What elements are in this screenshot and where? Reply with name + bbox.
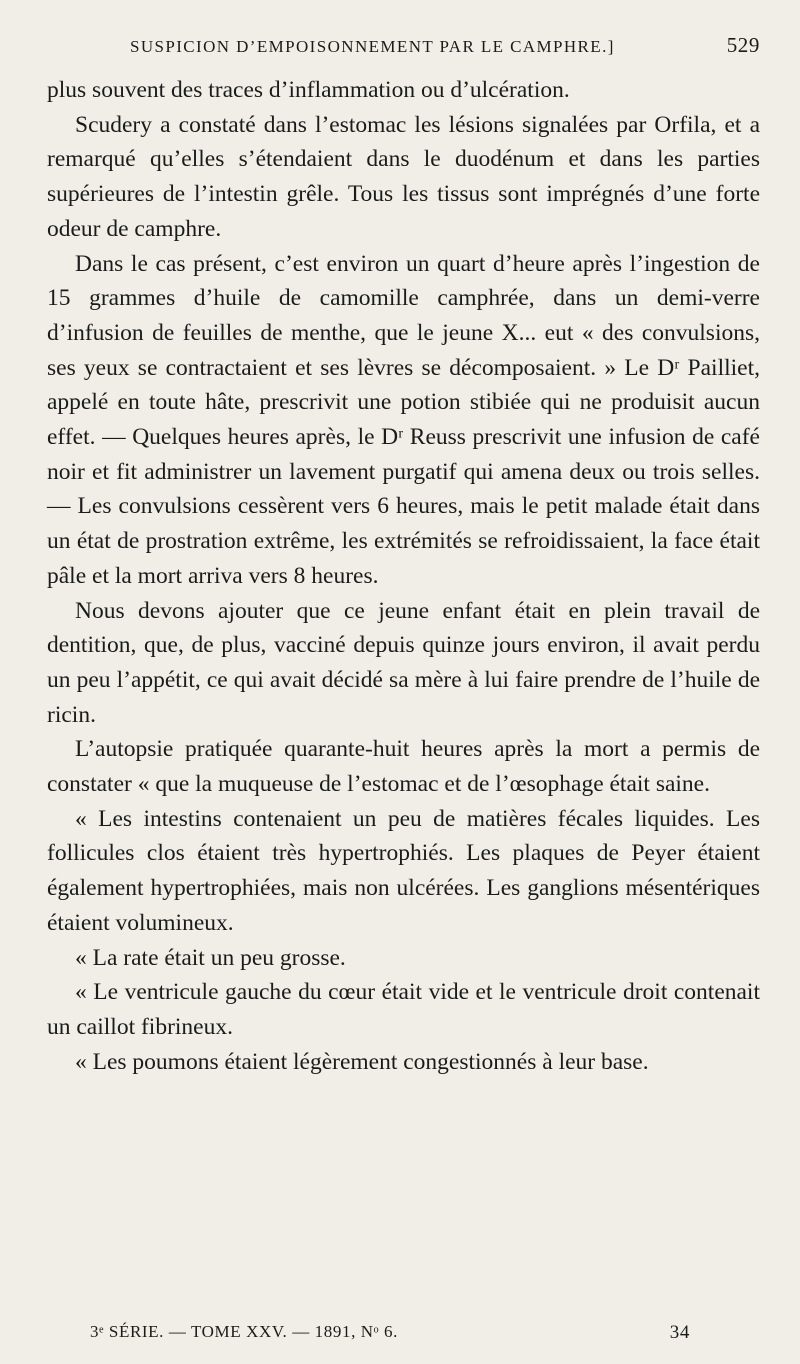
page-body (47, 73, 760, 1079)
paragraph-continued: plus souvent des traces d’inflammation ou d’ulcération. (47, 77, 570, 103)
running-title: SUSPICION D’EMPOISONNEMENT PAR LE CAMPHRE.] (130, 37, 615, 56)
paragraph: « Les intestins contenaient un peu de matières fécales liquides. Les follicules clos étaient très hypertrophiés. Les plaques de Peyer étaient également hypertrophiées, mais non ulcérées. Les ganglions mésentériques étaient volumineux. (47, 805, 760, 936)
paragraph: Nous devons ajouter que ce jeune enfant était en plein travail de dentition, que, de plus, vacciné depuis quinze jours environ, il avait perdu un peu l’appétit, ce qui avait décidé sa mère à lui faire prendre de l’huile de ricin. (47, 597, 760, 728)
page-number: 529 (726, 33, 760, 57)
paragraph: Scudery a constaté dans l’estomac les lésions signalées par Orfila, et a remarqué qu’elles s’étendaient dans le duodénum et dans les parties supérieures de l’intestin grêle. Tous les tissus sont imprégnés d’une forte odeur de camphre. (47, 111, 760, 242)
running-header (130, 33, 760, 67)
paragraph: Dans le cas présent, c’est environ un quart d’heure après l’ingestion de 15 grammes d’huile de camomille camphrée, dans un demi-verre d’infusion de feuilles de menthe, que le jeune X... eut « des convulsions, ses yeux se contractaient et ses lèvres se décomposaient. » Le Dʳ Pailliet, appelé en toute hâte, prescrivit une potion stibiée qui ne produisit aucun effet. — Quelques heures après, le Dʳ Reuss prescrivit une infusion de café noir et fit administrer un lavement purgatif qui amena deux ou trois selles. — Les convulsions cessèrent vers 6 heures, mais le petit malade était dans un état de prostration extrême, les extrémités se refroidissaient, la face était pâle et la mort arriva vers 8 heures. (47, 250, 760, 589)
paragraph: « Le ventricule gauche du cœur était vide et le ventricule droit contenait un caillot fibrineux. (47, 979, 760, 1040)
signature-mark: 34 (669, 1322, 690, 1343)
journal-series-line: 3ᵉ SÉRIE. — TOME XXV. — 1891, Nᵒ 6. (90, 1322, 398, 1341)
paragraph: « Les poumons étaient légèrement congestionnés à leur base. (75, 1048, 649, 1075)
paragraph: L’autopsie pratiquée quarante-huit heures après la mort a permis de constater « que la muqueuse de l’estomac et de l’œsophage était saine. (47, 736, 760, 798)
paragraph: « La rate était un peu grosse. (75, 944, 346, 971)
page-footer (90, 1322, 690, 1344)
